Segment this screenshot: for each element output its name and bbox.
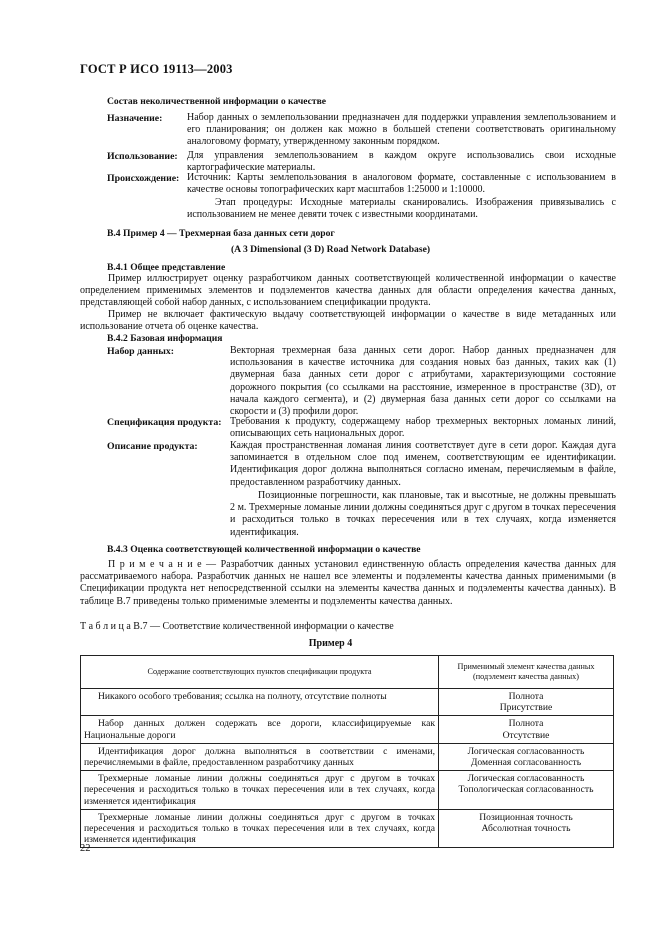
def-label-purpose: Назначение: xyxy=(107,113,163,124)
description-paragraph-2: Позиционные погрешности, как плановые, так и высотные, не должны превышать 2 м. Трехмерные ломаные линии должны соединяться друг с другом в точках пересечения и расходиться только в точках пересечения или в тех случаях, когда изменяется идентификация. xyxy=(230,490,616,538)
section-title-nonquant: Состав неколичественной информации о качестве xyxy=(107,96,327,107)
process-step: Этап процедуры: Исходные материалы сканировались. Изображения привязывались с использованием не менее девяти точек с известными координатами. xyxy=(187,197,616,221)
table-row xyxy=(81,809,614,848)
base-text-dataset: Векторная трехмерная база данных сети дорог. Набор данных предназначен для использования в качестве источника для создания новых баз данных, таких как (1) двумерная база данных сети дорог с атрибутами, характеризующими состояние дорожного покрытия (со ссылками на расстояние, измеренное в пространстве (3D), от начала каждого сегмента), и (2) двумерная база данных сети дорог со ссылками на скорости и (3) профили дорог. xyxy=(230,345,616,418)
table-row xyxy=(81,689,614,716)
table-cell-spec xyxy=(81,809,439,848)
note-label: П р и м е ч а н и е xyxy=(108,559,202,570)
table-row xyxy=(81,743,614,770)
table-cell-subelement-name: Топологическая согласованность xyxy=(458,784,594,796)
table-cell-element xyxy=(439,689,614,716)
table-cell-subelement-name: Отсутствие xyxy=(502,729,550,741)
base-label-description: Описание продукта: xyxy=(107,441,198,452)
base-text-spec: Требования к продукту, содержащему набор трехмерных векторных ломаных линий, описывающих сеть национальных дорог. xyxy=(230,416,616,440)
table-header-row xyxy=(81,656,614,689)
table-cell-spec-text: Идентификация дорог должна выполняться в соответствии с именами, перечисляемыми в файле, предоставленном разработчику данных xyxy=(84,745,435,769)
table-cell-element-name: Полнота xyxy=(508,691,544,702)
table-cell-element-name: Позиционная точность xyxy=(479,811,573,823)
table-cell-element xyxy=(439,716,614,743)
table-cell-subelement-name: Доменная согласованность xyxy=(470,757,582,769)
table-row xyxy=(81,716,614,743)
table-header-spec: Содержание соответствующих пунктов спецификации продукта xyxy=(81,656,439,689)
def-label-usage: Использование: xyxy=(107,151,178,162)
table-cell-element-name: Логическая согласованность xyxy=(467,745,585,757)
table-cell-element xyxy=(439,743,614,770)
def-text-purpose: Набор данных о землепользовании предназначен для поддержки управления землепользованием и его планирования; он должен как можно в большей степени соответствовать оригинальному аналоговому формату, утвержденному законным порядком. xyxy=(187,112,616,148)
table-cell-subelement-name: Абсолютная точность xyxy=(481,823,571,835)
table-row xyxy=(81,771,614,810)
section-b43-title: В.4.3 Оценка соответствующей количественной информации о качестве xyxy=(107,544,421,555)
def-text-usage: Для управления землепользованием в каждом округе использовались свои исходные картографические материалы. xyxy=(187,150,616,174)
table-cell-element-name: Логическая согласованность xyxy=(467,773,585,785)
section-b4-title: В.4 Пример 4 — Трехмерная база данных сети дорог xyxy=(107,228,335,239)
table-cell-spec-text: Трехмерные ломаные линии должны соединяться друг с другом в точках пересечения и расходиться только в точках пересечения или в тех случаях, когда изменяется идентификация xyxy=(84,811,435,846)
document-header: ГОСТ Р ИСО 19113—2003 xyxy=(80,62,233,76)
table-header-element: Применимый элемент качества данных (подэлемент качества данных) xyxy=(439,656,614,689)
section-b4-subtitle: (A 3 Dimensional (3 D) Road Network Database) xyxy=(230,244,431,255)
page-number: 22 xyxy=(80,843,91,854)
note-paragraph xyxy=(80,559,616,608)
table-cell-element xyxy=(439,771,614,810)
def-text-lineage: Источник: Карты землепользования в аналоговом формате, составленные с использованием в качестве основы топографических карт масштабов 1:25000 и 1:10000. xyxy=(187,172,616,196)
table-cell-spec xyxy=(81,771,439,810)
table-cell-spec-text: Набор данных должен содержать все дороги, классифицируемые как Национальные дороги xyxy=(84,718,435,741)
table-cell-spec-text: Никакого особого требования; ссылка на полноту, отсутствие полноты xyxy=(98,691,387,702)
base-label-dataset: Набор данных: xyxy=(107,346,175,357)
table-cell-spec-text: Трехмерные ломаные линии должны соединяться друг с другом в точках пересечения и расходиться только в точках пересечения или в тех случаях, когда изменяется идентификация xyxy=(84,773,435,807)
section-b41-title: В.4.1 Общее представление xyxy=(107,262,226,273)
note-text: — Разработчик данных установил единственную область определения качества данных для рассматриваемого набора. Разработчик данных не нашел все элементы и подэлементы качества данных применимыми (в Спецификации продукта нет непосредственной ссылки на элементы качества данных и подэлементы качества данных). В таблице В.7 приведены только применимые элементы и подэлементы качества данных. xyxy=(80,559,616,607)
table-cell-element xyxy=(439,809,614,848)
def-label-lineage: Происхождение: xyxy=(107,173,180,184)
table-cell-element-name: Полнота xyxy=(508,718,544,730)
table-caption xyxy=(80,621,394,633)
table-cell-spec xyxy=(81,743,439,770)
table-cell-spec xyxy=(81,689,439,716)
table-caption-label: Т а б л и ц а xyxy=(80,621,131,632)
base-text-description: Каждая пространственная ломаная линия соответствует дуге в сети дорог. Каждая дуга запоминается в отдельном слое под именем, соответствующим ее идентификации. Идентификация дорог должна выполняться согласно именам, перечисляемым в файле, предоставленном разработчику данных. xyxy=(230,440,616,488)
table-cell-subelement-name: Присутствие xyxy=(499,702,553,714)
b41-paragraph-2: Пример не включает фактическую выдачу соответствующей информации о качестве в виде метаданных или использование отчета об оценке качества. xyxy=(80,309,616,333)
base-label-spec: Спецификация продукта: xyxy=(107,417,222,428)
section-b42-title: В.4.2 Базовая информация xyxy=(107,333,223,344)
quality-table xyxy=(80,655,614,848)
table-cell-spec xyxy=(81,716,439,743)
table-example-title: Пример 4 xyxy=(308,638,353,649)
b41-paragraph-1: Пример иллюстрирует оценку разработчиком данных соответствующей количественной информации о качестве определением применимых элементов и подэлементов качества данных для области определения качества данных, представляющей собой набор данных, с использованием спецификации продукта. xyxy=(80,273,616,309)
table-caption-text: В.7 — Соответствие количественной информации о качестве xyxy=(130,621,394,632)
